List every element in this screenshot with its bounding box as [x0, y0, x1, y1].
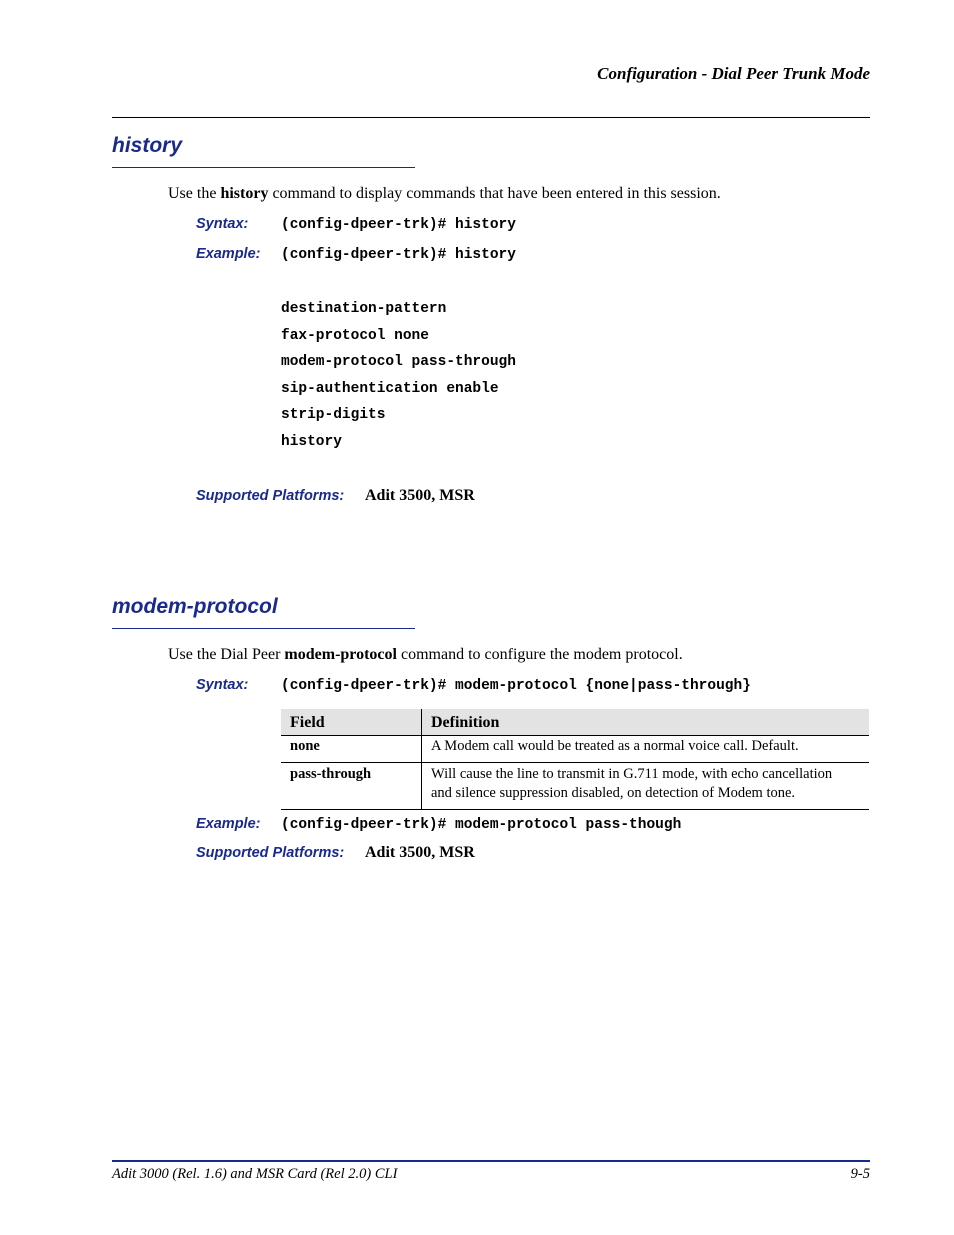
modem-description	[168, 646, 683, 664]
table-header-field: Field	[281, 709, 422, 736]
footer-rule	[112, 1160, 870, 1162]
field-definition-table	[281, 709, 869, 810]
definition-line: and silence suppression disabled, on detection of Modem tone.	[431, 785, 796, 801]
history-output-line: fax-protocol none	[281, 328, 429, 344]
modem-section-title: modem-protocol	[112, 595, 278, 618]
footer-page-number: 9-5	[850, 1166, 870, 1182]
running-header: Configuration - Dial Peer Trunk Mode	[597, 64, 870, 83]
history-section-title: history	[112, 134, 183, 157]
history-output-line: destination-pattern	[281, 301, 447, 317]
modem-syntax-label: Syntax:	[196, 677, 249, 693]
history-output-line: sip-authentication enable	[281, 381, 499, 397]
modem-platforms-label: Supported Platforms:	[196, 845, 345, 861]
history-title-rule	[112, 167, 415, 168]
history-syntax-code: (config-dpeer-trk)# history	[281, 217, 516, 233]
history-platforms-label: Supported Platforms:	[196, 488, 345, 504]
table-cell-definition	[422, 763, 870, 810]
definition-line: Will cause the line to transmit in G.711 mode, with echo cancellation	[431, 766, 833, 782]
footer-doc-title: Adit 3000 (Rel. 1.6) and MSR Card (Rel 2.0) CLI	[112, 1166, 398, 1182]
modem-example-code: (config-dpeer-trk)# modem-protocol pass-though	[281, 817, 682, 833]
history-output-line: history	[281, 434, 342, 450]
history-syntax-label: Syntax:	[196, 216, 249, 232]
table-row	[281, 736, 869, 763]
history-output-line: strip-digits	[281, 407, 386, 423]
modem-platforms-value: Adit 3500, MSR	[365, 844, 475, 861]
modem-example-label: Example:	[196, 816, 261, 832]
desc-text: command to display commands that have been entered in this session.	[268, 185, 721, 202]
modem-syntax-code: (config-dpeer-trk)# modem-protocol {none|pass-through}	[281, 678, 751, 694]
table-cell-definition: A Modem call would be treated as a normal voice call. Default.	[422, 736, 870, 763]
history-example-code: (config-dpeer-trk)# history	[281, 247, 516, 263]
history-output-line: modem-protocol pass-through	[281, 354, 516, 370]
history-example-label: Example:	[196, 246, 261, 262]
desc-text: Use the	[168, 185, 221, 202]
desc-command: modem-protocol	[284, 646, 397, 663]
desc-text: Use the Dial Peer	[168, 646, 285, 663]
history-description	[168, 185, 721, 203]
modem-title-rule	[112, 628, 415, 629]
desc-text: command to configure the modem protocol.	[396, 646, 683, 663]
desc-command: history	[220, 185, 269, 202]
header-rule	[112, 117, 870, 118]
history-platforms-value: Adit 3500, MSR	[365, 487, 475, 504]
table-header-row	[281, 709, 869, 736]
table-header-definition: Definition	[422, 709, 870, 736]
table-cell-field: pass-through	[281, 763, 422, 810]
table-cell-field: none	[281, 736, 422, 763]
table-row	[281, 763, 869, 810]
